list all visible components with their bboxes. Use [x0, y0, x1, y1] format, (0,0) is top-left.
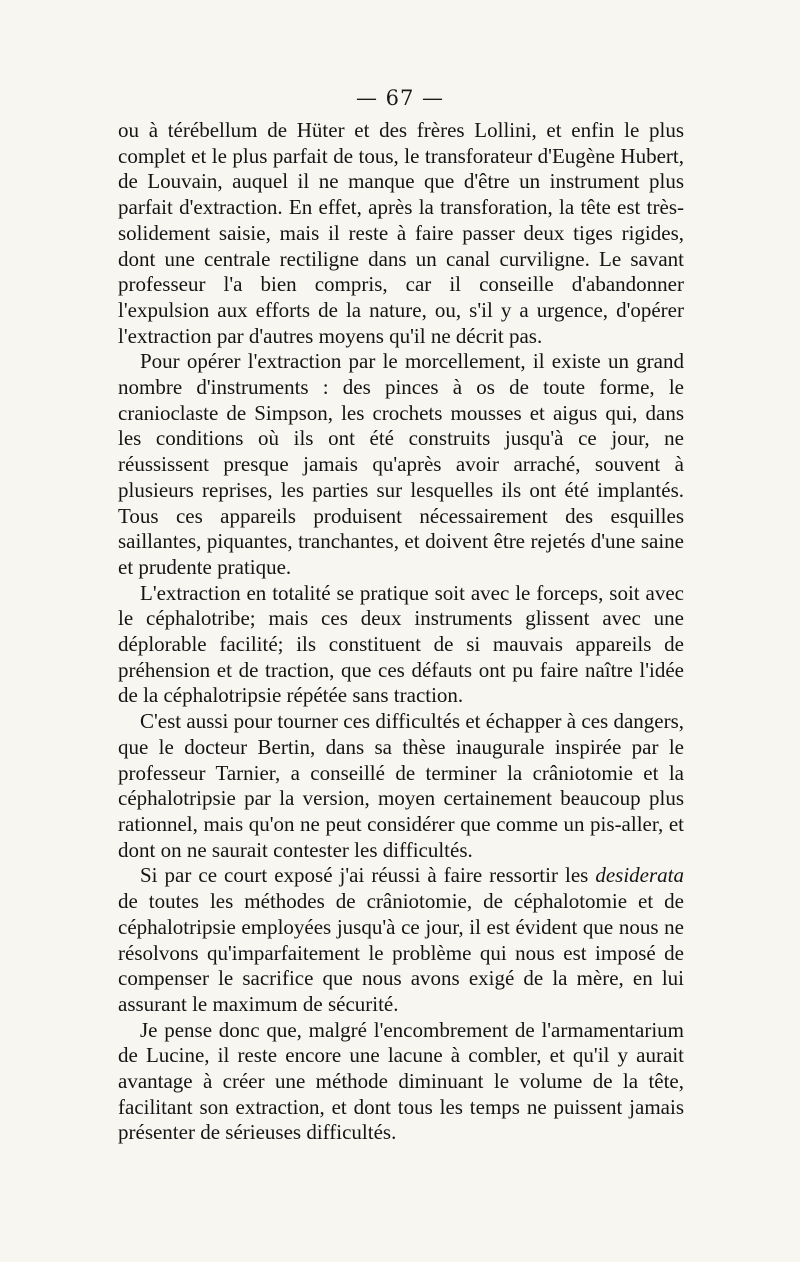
paragraph-5-end: de toutes les méthodes de crâniotomie, de céphalotomie et de céphalotripsie employées jusqu'à ce jour, il est évident que nous ne résolvons qu'imparfaitement le problème qui nous est imposé de compenser le sacrifice que nous avons exigé de la mère, en lui assurant le maximum de sécurité. [118, 889, 684, 1016]
paragraph-4: C'est aussi pour tourner ces difficultés et échapper à ces dangers, que le docteur Bertin, dans sa thèse inaugurale inspirée par le professeur Tarnier, a conseillé de terminer la crâniotomie et la céphalotripsie par la version, moyen certainement beaucoup plus rationnel, mais qu'on ne peut considérer que comme un pis-aller, et dont on ne saurait contester les difficultés. [118, 709, 684, 862]
paragraph-1: ou à térébellum de Hüter et des frères Lollini, et enfin le plus complet et le plus parfait de tous, le transforateur d'Eugène Hubert, de Louvain, auquel il ne manque que d'être un instrument plus parfait d'extraction. En effet, après la transforation, la tête est très-solidement saisie, mais il reste à faire passer deux tiges rigides, dont une centrale rectiligne dans un canal curviligne. Le savant professeur l'a bien compris, car il conseille d'abandonner l'expulsion aux efforts de la nature, ou, s'il y a urgence, d'opérer l'extraction par d'autres moyens qu'il ne décrit pas. [118, 118, 684, 348]
paragraph-5-start: Si par ce court exposé j'ai réussi à faire ressortir les [140, 863, 596, 888]
italic-term-desiderata: desiderata [595, 863, 684, 888]
body-text [118, 118, 684, 1146]
paragraph-3: L'extraction en totalité se pratique soit avec le forceps, soit avec le céphalotribe; mais ces deux instruments glissent avec une déplorable facilité; ils constituent de si mauvais appareils de préhension et de traction, que ces défauts ont pu faire naître l'idée de la céphalotripsie répétée sans traction. [118, 580, 684, 708]
paragraph-5 [118, 863, 684, 1017]
paragraph-6: Je pense donc que, malgré l'encombrement de l'armamentarium de Lucine, il reste encore une lacune à combler, et qu'il y aurait avantage à créer une méthode diminuant le volume de la tête, facilitant son extraction, et dont tous les temps ne puissent jamais présenter de sérieuses difficultés. [118, 1017, 684, 1145]
page-number: — 67 — [355, 86, 445, 110]
paragraph-2: Pour opérer l'extraction par le morcellement, il existe un grand nombre d'instruments : des pinces à os de toute forme, le cranioclaste de Simpson, les crochets mousses et aigus qui, dans les conditions où ils ont été construits jusqu'à ce jour, ne réussissent presque jamais qu'après avoir arraché, souvent à plusieurs reprises, les parties sur lesquelles ils ont été implantés. Tous ces appareils produisent nécessairement des esquilles saillantes, piquantes, tranchantes, et doivent être rejetés d'une saine et prudente pratique. [118, 349, 684, 579]
